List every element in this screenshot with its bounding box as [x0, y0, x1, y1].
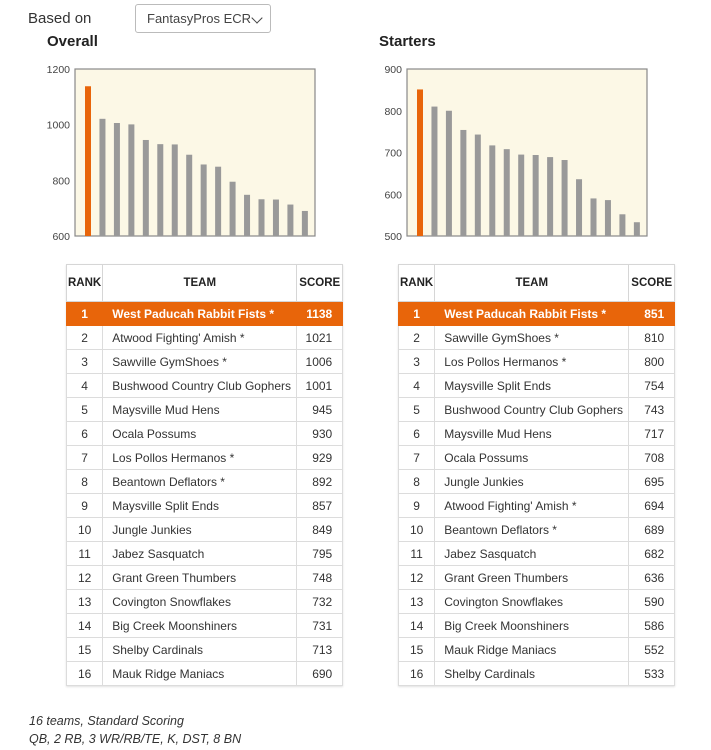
rank-cell: 1	[67, 302, 103, 326]
team-cell: Shelby Cardinals	[103, 638, 297, 662]
table-row	[67, 590, 343, 614]
table-row	[67, 374, 343, 398]
starters-bar-8	[518, 155, 524, 236]
rank-cell: 4	[67, 374, 103, 398]
overall-bar-11	[230, 182, 236, 236]
team-cell: Big Creek Moonshiners	[435, 614, 629, 638]
score-cell: 636	[629, 566, 675, 590]
score-cell: 708	[629, 446, 675, 470]
rank-cell: 13	[399, 590, 435, 614]
rank-cell: 9	[399, 494, 435, 518]
team-cell: Sawville GymShoes *	[435, 326, 629, 350]
overall-bar-8	[186, 155, 192, 236]
score-cell: 930	[297, 422, 343, 446]
table-row	[67, 566, 343, 590]
team-cell: Covington Snowflakes	[103, 590, 297, 614]
team-cell: Maysville Split Ends	[435, 374, 629, 398]
score-cell: 732	[297, 590, 343, 614]
table-row	[67, 446, 343, 470]
overall-bar-10	[215, 167, 221, 236]
team-cell: Mauk Ridge Maniacs	[435, 638, 629, 662]
table-row	[399, 494, 675, 518]
score-cell: 1138	[297, 302, 343, 326]
rank-cell: 12	[67, 566, 103, 590]
rank-cell: 14	[67, 614, 103, 638]
starters-bar-12	[576, 179, 582, 236]
based-on-row	[28, 4, 113, 32]
starters-chart	[372, 62, 662, 247]
overall-bar-chart	[40, 62, 330, 247]
team-cell: Jungle Junkies	[103, 518, 297, 542]
starters-table-body	[399, 302, 675, 686]
team-cell: Los Pollos Hermanos *	[435, 350, 629, 374]
overall-bar-12	[244, 195, 250, 236]
starters-bar-5	[475, 135, 481, 236]
team-cell: Los Pollos Hermanos *	[103, 446, 297, 470]
rank-cell: 12	[399, 566, 435, 590]
table-row	[399, 614, 675, 638]
team-header: TEAM	[435, 265, 629, 302]
starters-ytick-label: 600	[384, 189, 402, 202]
table-row	[67, 302, 343, 326]
overall-table	[66, 264, 343, 686]
overall-bar-4	[128, 124, 134, 236]
team-cell: Maysville Mud Hens	[435, 422, 629, 446]
rank-header: RANK	[67, 265, 103, 302]
rank-cell: 6	[399, 422, 435, 446]
table-row	[67, 518, 343, 542]
rank-cell: 5	[67, 398, 103, 422]
team-cell: Beantown Deflators *	[103, 470, 297, 494]
starters-bar-4	[460, 130, 466, 236]
rank-cell: 15	[67, 638, 103, 662]
score-cell: 851	[629, 302, 675, 326]
rank-cell: 2	[67, 326, 103, 350]
team-cell: Jungle Junkies	[435, 470, 629, 494]
table-row	[399, 422, 675, 446]
overall-bar-15	[287, 205, 293, 236]
table-row	[399, 638, 675, 662]
score-cell: 857	[297, 494, 343, 518]
team-cell: Grant Green Thumbers	[103, 566, 297, 590]
starters-ytick-label: 800	[384, 105, 402, 118]
table-row	[399, 326, 675, 350]
team-cell: Ocala Possums	[435, 446, 629, 470]
team-cell: Beantown Deflators *	[435, 518, 629, 542]
overall-bar-1	[85, 86, 91, 236]
score-cell: 810	[629, 326, 675, 350]
table-row	[67, 542, 343, 566]
table-row	[67, 638, 343, 662]
score-cell: 743	[629, 398, 675, 422]
table-row	[399, 590, 675, 614]
rank-cell: 15	[399, 638, 435, 662]
score-cell: 689	[629, 518, 675, 542]
table-row	[67, 494, 343, 518]
overall-bar-2	[99, 119, 105, 236]
score-cell: 552	[629, 638, 675, 662]
rank-cell: 8	[67, 470, 103, 494]
score-cell: 731	[297, 614, 343, 638]
starters-plot-area	[407, 69, 647, 236]
table-row	[67, 470, 343, 494]
chevron-down-icon	[251, 12, 262, 23]
overall-ytick-label: 600	[52, 231, 70, 243]
score-cell: 849	[297, 518, 343, 542]
score-cell: 533	[629, 662, 675, 686]
rank-cell: 3	[399, 350, 435, 374]
ranking-source-select[interactable]	[135, 4, 271, 33]
score-header: SCORE	[629, 265, 675, 302]
table-row	[399, 398, 675, 422]
rank-cell: 10	[67, 518, 103, 542]
starters-bar-1	[417, 89, 423, 236]
footer-roster: QB, 2 RB, 3 WR/RB/TE, K, DST, 8 BN	[29, 732, 242, 746]
score-cell: 1006	[297, 350, 343, 374]
starters-title: Starters	[379, 33, 436, 50]
rank-header: RANK	[399, 265, 435, 302]
score-cell: 590	[629, 590, 675, 614]
table-row	[399, 350, 675, 374]
team-cell: Shelby Cardinals	[435, 662, 629, 686]
overall-ytick-label: 1200	[46, 64, 70, 76]
overall-table-body	[67, 302, 343, 686]
rank-cell: 2	[399, 326, 435, 350]
rank-cell: 13	[67, 590, 103, 614]
table-row	[67, 422, 343, 446]
team-cell: Bushwood Country Club Gophers	[435, 398, 629, 422]
score-cell: 748	[297, 566, 343, 590]
overall-bar-13	[258, 199, 264, 236]
score-cell: 795	[297, 542, 343, 566]
rank-cell: 4	[399, 374, 435, 398]
score-cell: 945	[297, 398, 343, 422]
starters-bar-16	[634, 222, 640, 236]
starters-bar-11	[562, 160, 568, 236]
score-header: SCORE	[297, 265, 343, 302]
starters-bar-14	[605, 200, 611, 236]
starters-bar-13	[590, 198, 596, 236]
rank-cell: 11	[399, 542, 435, 566]
ranking-source-value: FantasyPros ECR	[147, 11, 252, 26]
score-cell: 695	[629, 470, 675, 494]
team-cell: West Paducah Rabbit Fists *	[435, 302, 629, 326]
team-cell: Maysville Split Ends	[103, 494, 297, 518]
team-cell: Jabez Sasquatch	[435, 542, 629, 566]
starters-bar-6	[489, 145, 495, 236]
team-cell: Grant Green Thumbers	[435, 566, 629, 590]
rank-cell: 7	[67, 446, 103, 470]
score-cell: 929	[297, 446, 343, 470]
score-cell: 717	[629, 422, 675, 446]
team-cell: Atwood Fighting' Amish *	[103, 326, 297, 350]
rank-cell: 11	[67, 542, 103, 566]
overall-bar-3	[114, 123, 120, 236]
starters-bar-chart	[372, 62, 662, 247]
table-row	[399, 446, 675, 470]
overall-bar-7	[172, 144, 178, 236]
starters-ytick-label: 900	[384, 64, 402, 76]
based-on-label: Based on	[28, 9, 92, 27]
starters-bar-10	[547, 157, 553, 236]
starters-bar-2	[431, 107, 437, 236]
table-row	[399, 518, 675, 542]
rank-cell: 16	[399, 662, 435, 686]
team-cell: Atwood Fighting' Amish *	[435, 494, 629, 518]
overall-plot-area	[75, 69, 315, 236]
score-cell: 713	[297, 638, 343, 662]
rank-cell: 10	[399, 518, 435, 542]
table-row	[67, 662, 343, 686]
overall-bar-5	[143, 140, 149, 236]
rank-cell: 5	[399, 398, 435, 422]
footer-teams-scoring: 16 teams, Standard Scoring	[29, 714, 184, 728]
score-cell: 586	[629, 614, 675, 638]
score-cell: 754	[629, 374, 675, 398]
score-cell: 892	[297, 470, 343, 494]
rank-cell: 1	[399, 302, 435, 326]
overall-bar-14	[273, 200, 279, 236]
starters-bar-9	[533, 155, 539, 236]
team-header: TEAM	[103, 265, 297, 302]
table-row	[399, 302, 675, 326]
overall-bar-16	[302, 211, 308, 236]
rank-cell: 6	[67, 422, 103, 446]
team-cell: Sawville GymShoes *	[103, 350, 297, 374]
overall-chart	[40, 62, 330, 247]
rank-cell: 16	[67, 662, 103, 686]
team-cell: Bushwood Country Club Gophers	[103, 374, 297, 398]
team-cell: West Paducah Rabbit Fists *	[103, 302, 297, 326]
team-cell: Big Creek Moonshiners	[103, 614, 297, 638]
table-row	[399, 374, 675, 398]
table-row	[67, 350, 343, 374]
rank-cell: 8	[399, 470, 435, 494]
starters-bar-3	[446, 111, 452, 236]
score-cell: 1021	[297, 326, 343, 350]
table-row	[399, 470, 675, 494]
team-cell: Ocala Possums	[103, 422, 297, 446]
rank-cell: 9	[67, 494, 103, 518]
table-row	[399, 542, 675, 566]
overall-ytick-label: 1000	[46, 119, 70, 132]
rank-cell: 14	[399, 614, 435, 638]
score-cell: 694	[629, 494, 675, 518]
starters-ytick-label: 500	[384, 231, 402, 243]
table-row	[67, 614, 343, 638]
team-cell: Jabez Sasquatch	[103, 542, 297, 566]
starters-bar-15	[619, 214, 625, 236]
overall-bar-6	[157, 144, 163, 236]
starters-bar-7	[504, 149, 510, 236]
table-row	[399, 566, 675, 590]
team-cell: Covington Snowflakes	[435, 590, 629, 614]
overall-bar-9	[201, 164, 207, 236]
table-row	[399, 662, 675, 686]
score-cell: 800	[629, 350, 675, 374]
overall-ytick-label: 800	[52, 175, 70, 188]
rank-cell: 7	[399, 446, 435, 470]
table-row	[67, 326, 343, 350]
team-cell: Maysville Mud Hens	[103, 398, 297, 422]
starters-table	[398, 264, 675, 686]
team-cell: Mauk Ridge Maniacs	[103, 662, 297, 686]
score-cell: 1001	[297, 374, 343, 398]
score-cell: 690	[297, 662, 343, 686]
starters-ytick-label: 700	[384, 147, 402, 160]
rank-cell: 3	[67, 350, 103, 374]
score-cell: 682	[629, 542, 675, 566]
table-row	[67, 398, 343, 422]
overall-title: Overall	[47, 33, 98, 50]
